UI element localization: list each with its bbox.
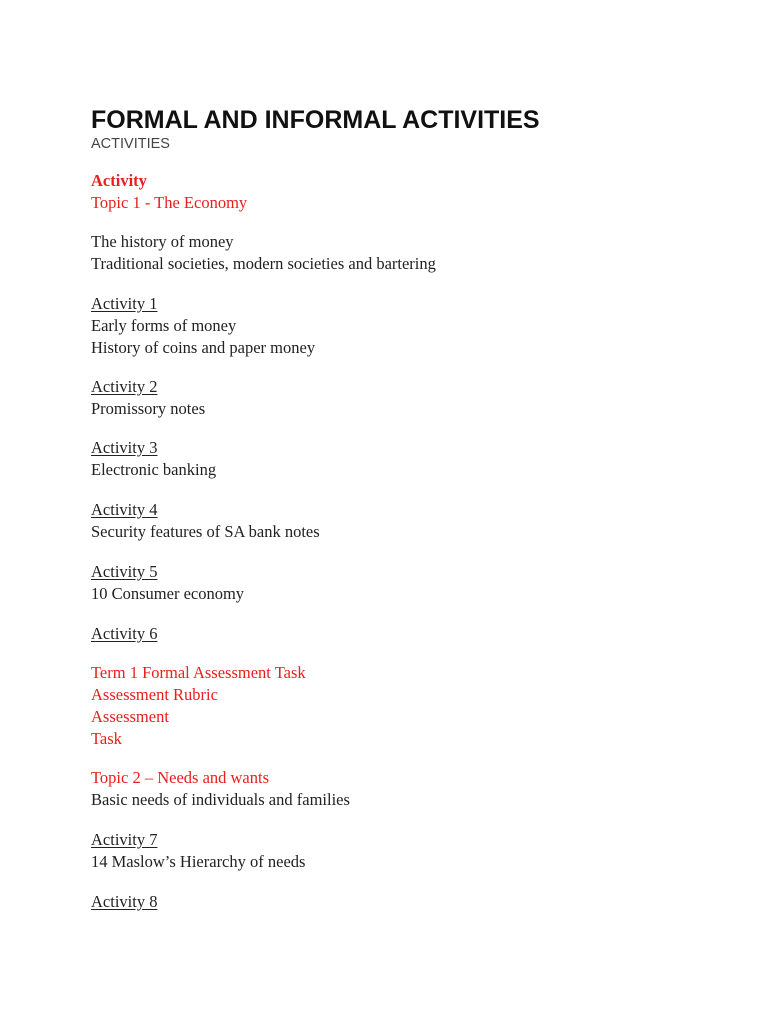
- activity-heading: Activity: [91, 171, 147, 190]
- history-line-1: The history of money: [91, 232, 234, 251]
- history-section: [91, 231, 436, 275]
- topic-2-line-1: Basic needs of individuals and families: [91, 790, 350, 809]
- activity-4-label: Activity 4: [91, 500, 158, 519]
- topic-2-section: [91, 767, 350, 811]
- activity-8-section: [91, 891, 157, 913]
- activity-6-section: [91, 623, 157, 645]
- activity-5-label: Activity 5: [91, 562, 158, 581]
- activity-1-line-1: Early forms of money: [91, 316, 237, 335]
- activity-1-section: [91, 293, 315, 359]
- assessment-line-3: Assessment: [91, 707, 169, 726]
- topic-2-heading: Topic 2 – Needs and wants: [91, 768, 270, 787]
- topic-1-heading: Topic 1 - The Economy: [91, 193, 248, 212]
- assessment-line-4: Task: [91, 729, 122, 748]
- activity-1-label: Activity 1: [91, 294, 158, 313]
- activity-4-line-1: Security features of SA bank notes: [91, 522, 320, 541]
- activity-7-label: Activity 7: [91, 830, 158, 849]
- intro-section: [91, 170, 247, 214]
- activity-5-line-1: 10 Consumer economy: [91, 584, 245, 603]
- activity-6-label: Activity 6: [91, 624, 158, 643]
- activity-3-label: Activity 3: [91, 438, 158, 457]
- activity-4-section: [91, 499, 320, 543]
- history-line-2: Traditional societies, modern societies and bartering: [91, 254, 436, 273]
- document-subtitle: ACTIVITIES: [91, 136, 170, 152]
- activity-2-line-1: Promissory notes: [91, 399, 206, 418]
- activity-3-section: [91, 437, 216, 481]
- document-title: FORMAL AND INFORMAL ACTIVITIES: [91, 106, 540, 134]
- activity-5-section: [91, 561, 244, 605]
- assessment-line-2: Assessment Rubric: [91, 685, 218, 704]
- activity-2-section: [91, 376, 205, 420]
- assessment-line-1: Term 1 Formal Assessment Task: [91, 663, 306, 682]
- assessment-section: [91, 662, 306, 750]
- activity-2-label: Activity 2: [91, 377, 158, 396]
- activity-3-line-1: Electronic banking: [91, 460, 217, 479]
- activity-8-label: Activity 8: [91, 892, 158, 911]
- activity-7-section: [91, 829, 305, 873]
- activity-1-line-2: History of coins and paper money: [91, 338, 316, 357]
- activity-7-line-1: 14 Maslow’s Hierarchy of needs: [91, 852, 306, 871]
